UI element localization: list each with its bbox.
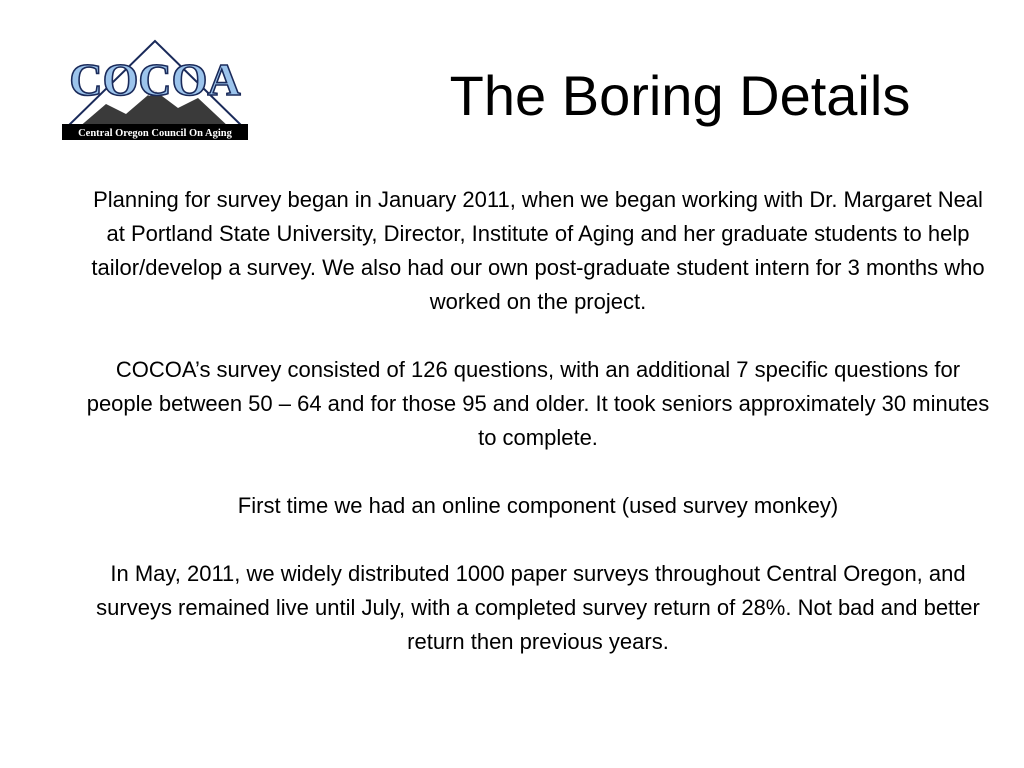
cocoa-logo [58, 38, 252, 144]
slide-title: The Boring Details [449, 64, 911, 127]
logo-wordmark: COCOA [69, 54, 241, 105]
cocoa-logo-graphic [58, 38, 252, 144]
paragraph-distribution: In May, 2011, we widely distributed 1000 paper surveys throughout Central Oregon, and surveys remained live until July, with a completed survey return of 28%. Not bad and better return then previous years. [96, 561, 980, 654]
logo-tagline: Central Oregon Council On Aging [78, 128, 232, 139]
paragraph-survey-size: COCOA’s survey consisted of 126 questions, with an additional 7 specific questions for people between 50 – 64 and for those 95 and older. It took seniors approximately 30 minutes to complete. [86, 357, 990, 450]
paragraph-online: First time we had an online component (used survey monkey) [237, 493, 839, 518]
paragraph-planning: Planning for survey began in January 2011, when we began working with Dr. Margaret Neal at Portland State University, Director, Institute of Aging and her graduate students to help tailor/develop a survey. We also had our own post-graduate student intern for 3 months who worked on the project. [91, 187, 985, 314]
slide-body [84, 183, 992, 693]
